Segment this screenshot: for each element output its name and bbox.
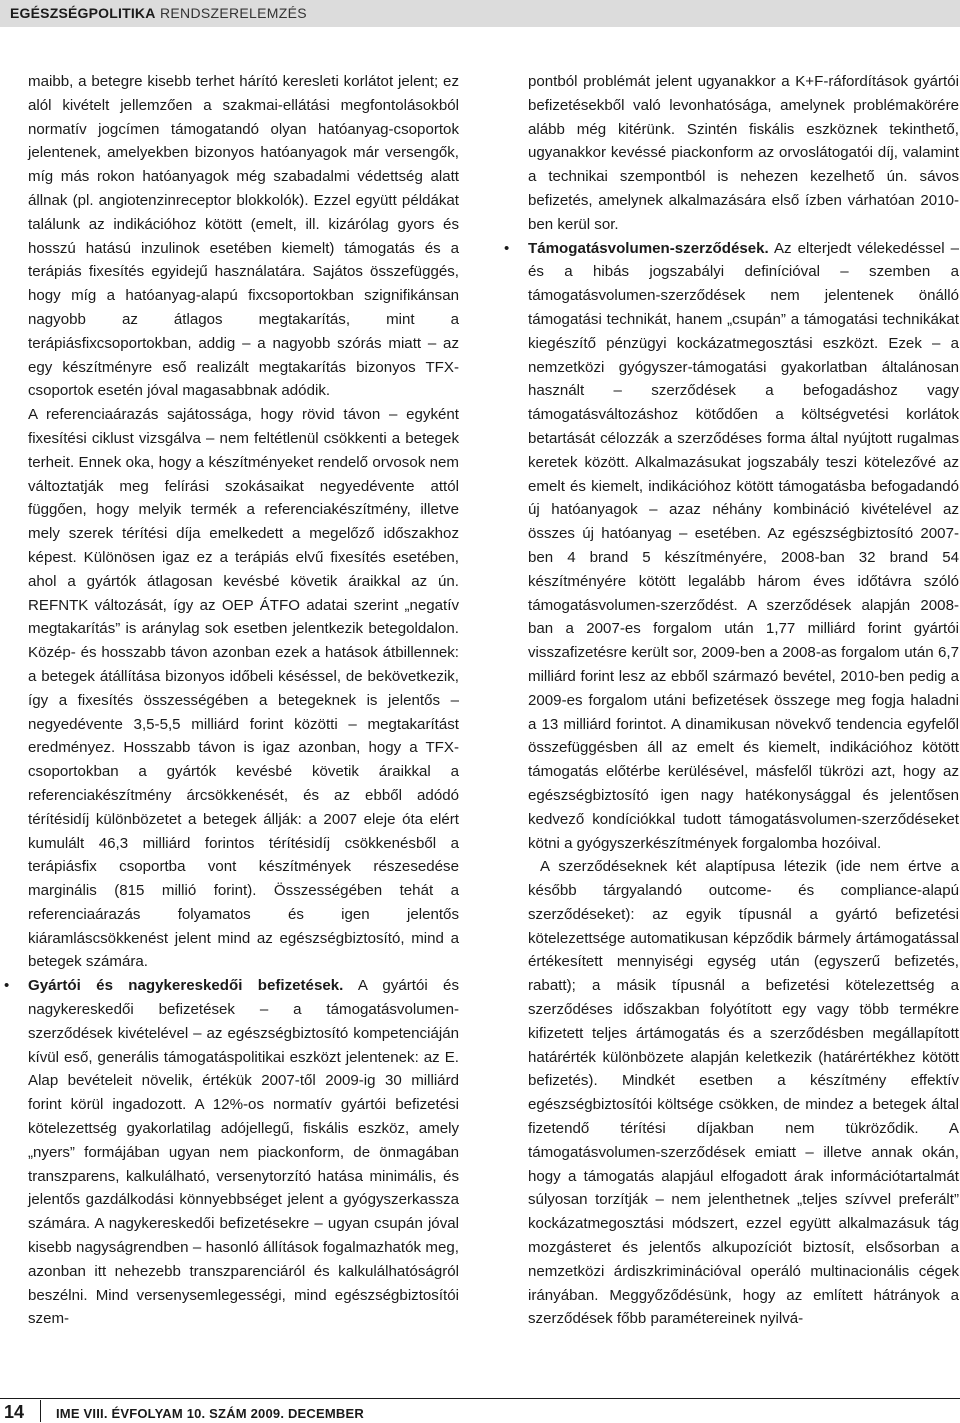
- footer-separator: [40, 1400, 41, 1422]
- bullet-text: A gyártói és nagykereskedői befizetések – a támogatásvolumen-szerződések kivételével – az egészségbiztosító kompetenciáján kívül eső, generális támogatáspolitikai eszközt jelentenek: az E. Alap bevételeit növelik, értékük 2007-től 2009-ig 30 milliárd forint körül ingadozott. A 12%-os normatív gyártói befizetési kötelezettség gyakorlatilag adójellegű, fiskális eszköz, amely „nyers” formájában ugyan nem piackonform, de önmagában transzparens, kalkulálható, versenytorzító hatása minimális, és jelentős gazdálkodási könnyebbséget jelent a gyógyszerkassza számára. A nagykereskedői befizetésekre – ugyan csupán jóval kisebb nagyságrendben – hasonló állítások fogalmazhatók meg, azonban itt nehezebb transzparenciáról és kalkulálhatóságról beszélni. Mind versenysemlegességi, mind egészségbiztosítói szem-: [28, 977, 459, 1328]
- bullet-gyartoi-befizetesek: [28, 974, 459, 1331]
- bullet-title: Támogatásvolumen-szerződések.: [528, 239, 769, 257]
- header-section-title: EGÉSZSÉGPOLITIKA: [10, 5, 156, 21]
- bullet-title: Gyártói és nagykereskedői befizetések.: [28, 977, 344, 995]
- right-paragraph-1: pontból problémát jelent ugyanakkor a K+F-ráfordítások gyártói befizetésekből való levonhatósága, amelynek problémakörére alább még kitérünk. Szintén fiskális eszköznek tekinthető, ugyanakkor kevéssé piackonform az orvoslátogatói díj, valamint a technikai szempontból is nehezen kezelhető ún. sávos befizetés, amelynek alkalmazására első ízben várhatóan 2010-ben kerül sor.: [528, 73, 959, 233]
- page-footer: [0, 1398, 960, 1423]
- page-number: 14: [4, 1402, 25, 1422]
- left-paragraph-1: maibb, a betegre kisebb terhet hárító keresleti korlátot jelent; ez alól kivételt jellemzően a szakmai-ellátási megfontolásokból normatív jogcímen támogatandó olyan hatóanyag-csoportok jelentenek, amelyekben bizonyos hatóanyagok már versengők, míg más rokon hatóanyagok még szabadalmi védettség alatt állnak (pl. angiotenzinreceptor blokkolók). Ezzel együtt példákat találunk az indikációhoz kötött (emelt, ill. kizárólag gyors és hosszú hatású inzulinok esetében kiemelt) támogatás és a terápiás fixesítés egyidejű használatára. Sajátos összefüggés, hogy míg a hatóanyag-alapú fixcsoportokban szignifikánsan nagyobb az átlagos megtakarítás, mint a terápiásfixcsoportokban, addig – a nagyobb szórás miatt – az egy készítményre eső realizált megtakarítás bizonyos TFX-csoportok esetén jóval magasabbnak adódik.: [28, 73, 459, 400]
- running-header: [0, 0, 960, 27]
- left-column: [28, 70, 459, 1331]
- right-column: [528, 70, 959, 1331]
- bullet-tamogatasvolumen-szerzodesek: [528, 237, 959, 856]
- right-paragraph-2: A szerződéseknek két alaptípusa létezik (ide nem értve a később tárgyalandó outcome- és compliance-alapú szerződéseket): az egyik típusnál a gyártó befizetési kötelezettsége automatikusan képződik bármely ártámogatással értékesített mennyiségi egység után (egyszerű befizetés, rabatt); a másik típusnál a befizetési kötelezettség a szerződéses időszakban folyótított egy vagy több termékre kifizetett teljes ártámogatás és a szerződésben megállapított határérték különbözete alapján keletkezik (határértékhez kötött befizetés). Mindkét esetben a készítmény effektív egészségbiztosítói költsége csökken, de mindez a betegek által fizetendő térítési díjakban nem tükröződik. A támogatásvolumen-szerződések emiatt – illetve annak okán, hogy a támogatás alapjául elfogadott árak információtartalmát súlyosan torzítják – nem jelenthetnek „teljes szívvel preferált” kockázatmegosztási módszert, ezzel együtt alkalmazásuk tág mozgásteret és jelentős alkupozíciót biztosít, elsősorban a nemzetközi árdiszkriminációval operáló multinacionális cégek irányában. Meggyőződésünk, hogy az említett hátrányok a szerződések főbb paramétereinek nyilvá-: [528, 858, 959, 1328]
- footer-rule: [0, 1398, 960, 1399]
- journal-issue: IME VIII. ÉVFOLYAM 10. SZÁM 2009. DECEMBER: [56, 1406, 364, 1421]
- header-subsection-title: RENDSZERELEMZÉS: [160, 5, 307, 21]
- left-paragraph-2: A referenciaárazás sajátossága, hogy rövid távon – egyként fixesítési ciklust vizsgálva – nem feltétlenül csökkenti a betegek terheit. Ennek oka, hogy a készítményeket rendelő orvosok nem változtatják meg felírási szokásaikat negyedévente attól függően, hogy melyik termék a referenciakészítmény, illetve mely szerek térítési díja emelkedett a megelőző időszakhoz képest. Különösen igaz ez a terápiás elvű fixesítés esetében, ahol a gyártók átlagosan kevésbé követik áraikkal az ún. REFNTK változását, így az OEP ÁTFO adatai szerint „negatív megtakarítás” is aránylag sok esetben jelentkezik betegoldalon. Közép- és hosszabb távon azonban ezek a hatások átbillennek: a betegek átállítása bizonyos időbeli késéssel, de bekövetkezik, így a fixesítés összességében a betegeknek is jelentős – negyedévente 3,5-5,5 milliárd forint közötti – megtakarítást eredményez. Hosszabb távon is igaz azonban, hogy a TFX-csoportokban a gyártók kevésbé követik áraikkal a referenciakészítmény árcsökkenését, és az ebből adódó térítésidíj különbözetet a betegek állják: a 2007 eleje óta elért kumulált 46,3 milliárd forintos térítésidíj csökkenésből a terápiásfix csoportba vont készítmények részesedése marginális (815 millió forint). Összességében tehát a referenciaárazás folyamatos és igen jelentős kiáramláscsökkenést jelent mind az egészségbiztosító, mind a betegek számára.: [28, 406, 459, 971]
- bullet-text: Az elterjedt vélekedéssel – és a hibás jogszabályi definícióval – szemben a támogatásvolumen-szerződések nem jelentenek önálló támogatási technikát, hanem „csupán” a támogatási technikákat kiegészítő pénzügyi kockázatmegosztási eszközt. Ezek – a nemzetközi gyógyszer-támogatási gyakorlatban általánosan használt – szerződések a befogadáshoz vagy támogatásváltozáshoz kötődően a költségvetési korlátok betartását célozzák a szerződéses forma által nyújtott rugalmas keretek között. Alkalmazásukat jogszabály teszi kötelezővé az emelt és kiemelt, indikációhoz kötött támogatásba befogadandó új hatóanyagok – azaz néhány kombináció kivételével az összes új hatóanyag – esetében. Az egészségbiztosító 2007-ben 4 brand 5 készítményére, 2008-ban 32 brand 54 készítményére kötött legalább három éves időtávra szóló támogatásvolumen-szerződést. A szerződések alapján 2008-ban a 2007-es forgalom után 1,77 milliárd forint gyártói visszafizetésre került sor, 2009-ben a 2008-as forgalom után 6,7 milliárd forint lesz az ebből származó bevétel, 2010-ben pedig a 2009-es forgalom utáni befizetések összege meg fogja haladni a 13 milliárd forintot. A dinamikusan növekvő tendencia egyfelől összefüggésben áll az emelt és kiemelt, indikációhoz kötött támogatás előtérbe kerülésével, másfelől tükrözi azt, hogy az egészségbiztosító igen nagy hatékonysággal és jelentősen kedvező kondíciókkal tudott támogatásvolumen-szerződéseket kötni a gyógyszerkészítmények forgalomba hozóival.: [528, 239, 959, 852]
